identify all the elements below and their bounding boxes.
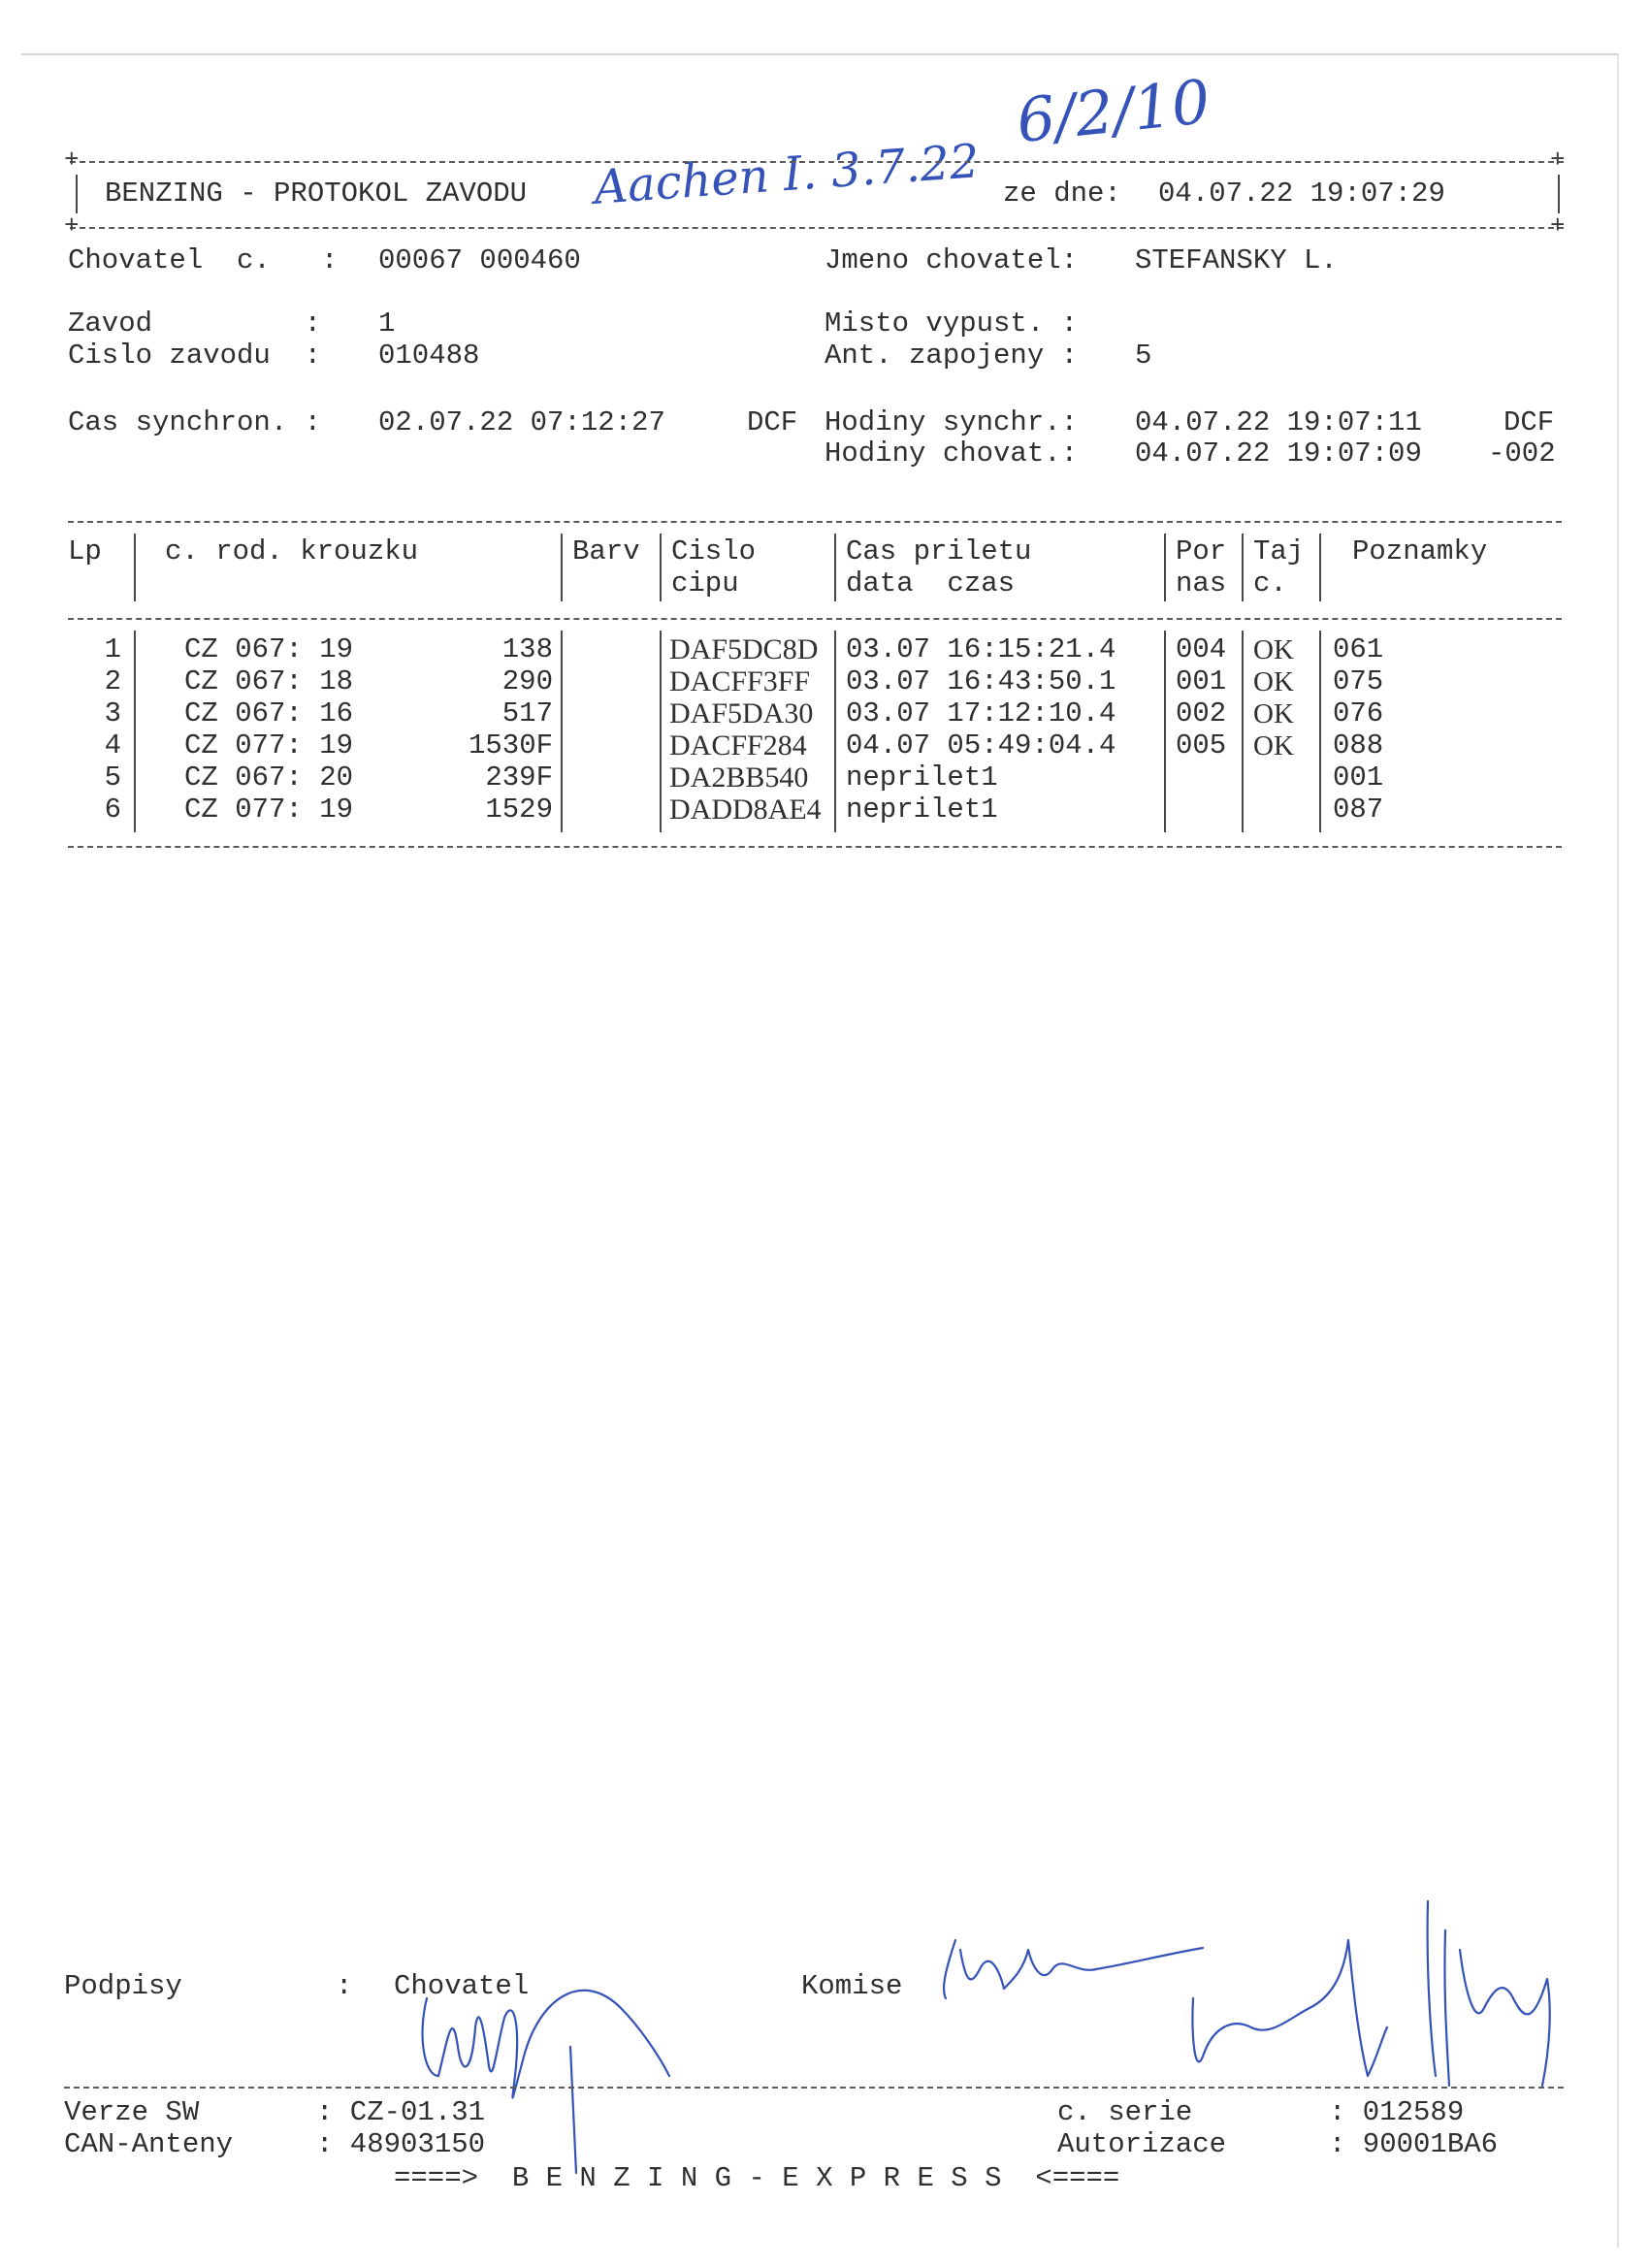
col-header-position-2: nas: [1176, 567, 1227, 599]
col-header-ring: c. rod. krouzku: [165, 535, 419, 567]
hodiny-sync-label: Hodiny synchr.:: [824, 406, 1079, 438]
row-ring: CZ 067: 19: [184, 633, 354, 665]
row-arrival-time: neprilet1: [846, 761, 998, 794]
col-header-barv: Barv: [572, 535, 640, 567]
row-arrival-time: 03.07 17:12:10.4: [846, 697, 1116, 729]
sw-version-value: : CZ-01.31: [316, 2096, 486, 2128]
header-corner: +: [1550, 211, 1566, 241]
row-arrival-time: 03.07 16:43:50.1: [846, 665, 1116, 697]
row-chip: DACFF3FF: [669, 665, 811, 697]
row-notes: 075: [1333, 665, 1384, 697]
hodiny-chov-difference: -002: [1488, 437, 1556, 470]
header-corner: +: [64, 211, 80, 241]
row-notes: 088: [1333, 729, 1384, 761]
authorization-label: Autorizace: [1057, 2128, 1227, 2160]
header-corner: +: [64, 146, 80, 175]
row-chip: DADD8AE4: [669, 794, 822, 826]
row-lp: 5: [104, 761, 121, 794]
row-notes: 087: [1333, 794, 1384, 826]
col-header-time-2: data czas: [846, 567, 1016, 599]
row-ring-number: 290: [501, 665, 553, 697]
handwritten-top-number: 6/2/10: [1013, 65, 1213, 157]
row-chip: DAF5DA30: [669, 697, 814, 729]
protocol-title: BENZING - PROTOKOL ZAVODU: [105, 178, 528, 210]
row-taj: OK: [1253, 666, 1294, 697]
col-header-time: Cas priletu: [846, 535, 1032, 567]
row-ring: CZ 067: 20: [184, 761, 354, 794]
authorization-value: : 90001BA6: [1329, 2128, 1499, 2160]
col-header-chip-2: cipu: [671, 567, 739, 599]
row-arrival-time: 03.07 16:15:21.4: [846, 633, 1116, 665]
breeder-signature: [423, 1991, 669, 2098]
cas-sync-source: DCF: [747, 406, 798, 438]
row-notes: 061: [1333, 633, 1384, 665]
chovatel-signature-label: Chovatel: [394, 1970, 530, 2002]
row-ring: CZ 067: 16: [184, 697, 354, 729]
can-antenna-value: : 48903150: [316, 2128, 486, 2160]
row-ring: CZ 067: 18: [184, 665, 354, 697]
cas-sync-value: 02.07.22 07:12:27: [378, 406, 665, 438]
protocol-date-label: ze dne:: [1003, 178, 1121, 210]
row-taj: OK: [1253, 698, 1294, 729]
serial-value: : 012589: [1329, 2096, 1465, 2128]
row-ring: CZ 077: 19: [184, 794, 354, 826]
podpisy-colon: :: [336, 1970, 353, 2002]
col-header-notes: Poznamky: [1352, 535, 1488, 567]
row-lp: 4: [104, 729, 121, 761]
row-notes: 076: [1333, 697, 1384, 729]
row-ring: CZ 077: 19: [184, 729, 354, 761]
chovatel-value: 00067 000460: [378, 244, 581, 276]
row-chip: DACFF284: [669, 729, 807, 761]
header-corner: +: [1550, 146, 1566, 175]
hodiny-sync-source: DCF: [1504, 406, 1555, 438]
zavod-label: Zavod :: [68, 308, 322, 340]
commission-signature-2: [1192, 1940, 1387, 2076]
col-header-lp: Lp: [68, 535, 102, 567]
cislo-zavodu-label: Cislo zavodu :: [68, 340, 322, 372]
row-position: 002: [1176, 697, 1227, 729]
breeder-signature-tail: [570, 2047, 576, 2173]
row-arrival-time: neprilet1: [846, 794, 998, 826]
misto-label: Misto vypust. :: [824, 308, 1079, 340]
cas-sync-label: Cas synchron. :: [68, 406, 322, 438]
hodiny-sync-value: 04.07.22 19:07:11: [1135, 406, 1422, 438]
col-header-taj: Taj: [1253, 535, 1305, 567]
chovatel-label: Chovatel c. :: [68, 244, 339, 276]
row-lp: 3: [104, 697, 121, 729]
col-header-position: Por: [1176, 535, 1227, 567]
hodiny-chov-label: Hodiny chovat.:: [824, 437, 1079, 470]
ant-value: 5: [1135, 340, 1152, 372]
col-header-taj-2: c.: [1253, 567, 1287, 599]
col-header-chip: Cislo: [671, 535, 757, 567]
hodiny-chov-value: 04.07.22 19:07:09: [1135, 437, 1422, 470]
commission-signature-1: [944, 1940, 1203, 1998]
row-ring-number: 517: [501, 697, 553, 729]
commission-signature-3: [1428, 1901, 1550, 2086]
row-position: 001: [1176, 665, 1227, 697]
row-ring-number: 239F: [485, 761, 553, 794]
row-position: 005: [1176, 729, 1227, 761]
jmeno-label: Jmeno chovatel:: [824, 244, 1079, 276]
row-arrival-time: 04.07 05:49:04.4: [846, 729, 1116, 761]
benzing-express-banner: ====> B E N Z I N G - E X P R E S S <====: [394, 2162, 1120, 2194]
can-antenna-label: CAN-Anteny: [64, 2128, 234, 2160]
row-taj: OK: [1253, 730, 1294, 761]
komise-signature-label: Komise: [801, 1970, 903, 2002]
row-taj: OK: [1253, 634, 1294, 665]
row-lp: 6: [104, 794, 121, 826]
protocol-date-value: 04.07.22 19:07:29: [1158, 178, 1445, 210]
podpisy-label: Podpisy: [64, 1970, 182, 2002]
row-position: 004: [1176, 633, 1227, 665]
footer-rule: [64, 2087, 1564, 2089]
row-ring-number: 1529: [485, 794, 553, 826]
row-lp: 2: [104, 665, 121, 697]
row-notes: 001: [1333, 761, 1384, 794]
jmeno-value: STEFANSKY L.: [1135, 244, 1338, 276]
ant-label: Ant. zapojeny :: [824, 340, 1079, 372]
row-ring-number: 1530F: [468, 729, 553, 761]
sw-version-label: Verze SW: [64, 2096, 200, 2128]
zavod-value: 1: [378, 308, 396, 340]
handwritten-place-date: Aachen I. 3.7.22: [592, 134, 982, 215]
row-chip: DA2BB540: [669, 761, 809, 794]
serial-label: c. serie: [1057, 2096, 1193, 2128]
row-ring-number: 138: [501, 633, 553, 665]
row-chip: DAF5DC8D: [669, 633, 819, 665]
cislo-zavodu-value: 010488: [378, 340, 480, 372]
row-lp: 1: [104, 633, 121, 665]
